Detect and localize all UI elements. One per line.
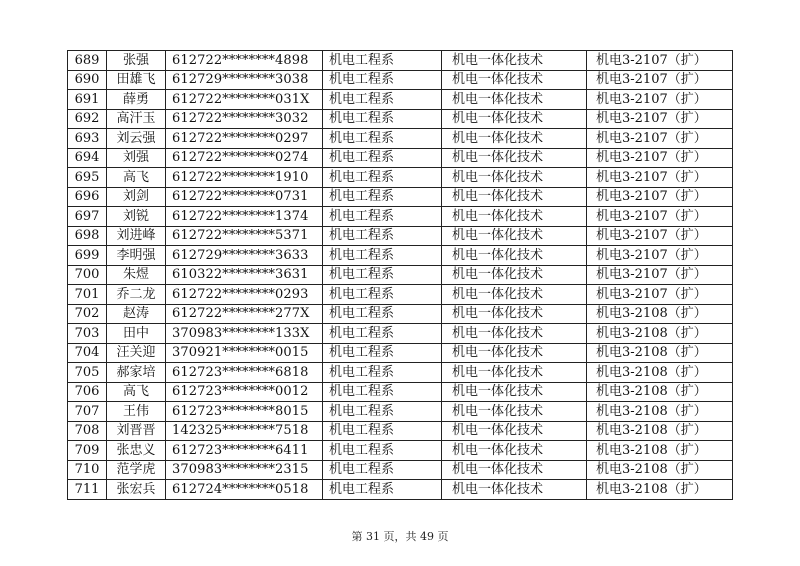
- row-number-cell: 699: [68, 246, 107, 266]
- id-number-cell: 612722********4898: [166, 51, 323, 71]
- row-number-cell: 690: [68, 70, 107, 90]
- department-cell: 机电工程系: [323, 441, 442, 461]
- class-name-cell: 机电3-2107（扩）: [587, 207, 733, 227]
- major-cell: 机电一体化技术: [442, 51, 587, 71]
- student-name-cell: 刘剑: [107, 187, 166, 207]
- class-name-cell: 机电3-2108（扩）: [587, 402, 733, 422]
- id-number-cell: 612729********3038: [166, 70, 323, 90]
- table-row: [68, 402, 733, 422]
- student-name-cell: 田中: [107, 324, 166, 344]
- major-cell: 机电一体化技术: [442, 324, 587, 344]
- table-row: [68, 382, 733, 402]
- table-row: [68, 285, 733, 305]
- department-cell: 机电工程系: [323, 129, 442, 149]
- major-cell: 机电一体化技术: [442, 148, 587, 168]
- id-number-cell: 612722********1374: [166, 207, 323, 227]
- class-name-cell: 机电3-2107（扩）: [587, 246, 733, 266]
- major-cell: 机电一体化技术: [442, 343, 587, 363]
- major-cell: 机电一体化技术: [442, 402, 587, 422]
- student-name-cell: 高飞: [107, 382, 166, 402]
- department-cell: 机电工程系: [323, 51, 442, 71]
- student-name-cell: 刘晋晋: [107, 421, 166, 441]
- department-cell: 机电工程系: [323, 246, 442, 266]
- row-number-cell: 706: [68, 382, 107, 402]
- row-number-cell: 695: [68, 168, 107, 188]
- class-name-cell: 机电3-2107（扩）: [587, 70, 733, 90]
- class-name-cell: 机电3-2107（扩）: [587, 187, 733, 207]
- student-name-cell: 范学虎: [107, 460, 166, 480]
- department-cell: 机电工程系: [323, 421, 442, 441]
- table-row: [68, 187, 733, 207]
- student-name-cell: 郝家培: [107, 363, 166, 383]
- department-cell: 机电工程系: [323, 343, 442, 363]
- id-number-cell: 612729********3633: [166, 246, 323, 266]
- student-name-cell: 张强: [107, 51, 166, 71]
- table-row: [68, 226, 733, 246]
- department-cell: 机电工程系: [323, 324, 442, 344]
- row-number-cell: 703: [68, 324, 107, 344]
- major-cell: 机电一体化技术: [442, 265, 587, 285]
- major-cell: 机电一体化技术: [442, 246, 587, 266]
- table-row: [68, 70, 733, 90]
- id-number-cell: 370921********0015: [166, 343, 323, 363]
- student-name-cell: 刘进峰: [107, 226, 166, 246]
- department-cell: 机电工程系: [323, 265, 442, 285]
- table-row: [68, 441, 733, 461]
- major-cell: 机电一体化技术: [442, 70, 587, 90]
- department-cell: 机电工程系: [323, 226, 442, 246]
- id-number-cell: 612722********3032: [166, 109, 323, 129]
- class-name-cell: 机电3-2108（扩）: [587, 480, 733, 500]
- department-cell: 机电工程系: [323, 187, 442, 207]
- class-name-cell: 机电3-2107（扩）: [587, 265, 733, 285]
- table-row: [68, 51, 733, 71]
- table-row: [68, 324, 733, 344]
- class-name-cell: 机电3-2108（扩）: [587, 363, 733, 383]
- department-cell: 机电工程系: [323, 304, 442, 324]
- class-name-cell: 机电3-2107（扩）: [587, 168, 733, 188]
- table-row: [68, 460, 733, 480]
- student-name-cell: 乔二龙: [107, 285, 166, 305]
- class-name-cell: 机电3-2107（扩）: [587, 226, 733, 246]
- row-number-cell: 702: [68, 304, 107, 324]
- table-row: [68, 129, 733, 149]
- class-name-cell: 机电3-2107（扩）: [587, 109, 733, 129]
- major-cell: 机电一体化技术: [442, 90, 587, 110]
- student-name-cell: 李明强: [107, 246, 166, 266]
- row-number-cell: 710: [68, 460, 107, 480]
- id-number-cell: 612722********031X: [166, 90, 323, 110]
- table-row: [68, 363, 733, 383]
- row-number-cell: 707: [68, 402, 107, 422]
- row-number-cell: 693: [68, 129, 107, 149]
- row-number-cell: 705: [68, 363, 107, 383]
- student-name-cell: 田雄飞: [107, 70, 166, 90]
- major-cell: 机电一体化技术: [442, 480, 587, 500]
- table-row: [68, 265, 733, 285]
- department-cell: 机电工程系: [323, 148, 442, 168]
- table-row: [68, 168, 733, 188]
- table-row: [68, 304, 733, 324]
- major-cell: 机电一体化技术: [442, 285, 587, 305]
- student-list-table: [67, 50, 733, 500]
- row-number-cell: 694: [68, 148, 107, 168]
- department-cell: 机电工程系: [323, 168, 442, 188]
- class-name-cell: 机电3-2108（扩）: [587, 460, 733, 480]
- table-row: [68, 246, 733, 266]
- row-number-cell: 697: [68, 207, 107, 227]
- id-number-cell: 612722********0274: [166, 148, 323, 168]
- major-cell: 机电一体化技术: [442, 226, 587, 246]
- department-cell: 机电工程系: [323, 460, 442, 480]
- student-name-cell: 王伟: [107, 402, 166, 422]
- department-cell: 机电工程系: [323, 382, 442, 402]
- major-cell: 机电一体化技术: [442, 421, 587, 441]
- class-name-cell: 机电3-2108（扩）: [587, 441, 733, 461]
- id-number-cell: 612723********6411: [166, 441, 323, 461]
- class-name-cell: 机电3-2107（扩）: [587, 285, 733, 305]
- class-name-cell: 机电3-2108（扩）: [587, 343, 733, 363]
- table-row: [68, 343, 733, 363]
- student-name-cell: 刘锐: [107, 207, 166, 227]
- department-cell: 机电工程系: [323, 207, 442, 227]
- id-number-cell: 610322********3631: [166, 265, 323, 285]
- class-name-cell: 机电3-2108（扩）: [587, 304, 733, 324]
- student-name-cell: 刘强: [107, 148, 166, 168]
- major-cell: 机电一体化技术: [442, 168, 587, 188]
- id-number-cell: 612724********0518: [166, 480, 323, 500]
- major-cell: 机电一体化技术: [442, 441, 587, 461]
- table-row: [68, 109, 733, 129]
- student-name-cell: 朱煜: [107, 265, 166, 285]
- major-cell: 机电一体化技术: [442, 109, 587, 129]
- department-cell: 机电工程系: [323, 90, 442, 110]
- id-number-cell: 612722********5371: [166, 226, 323, 246]
- id-number-cell: 370983********133X: [166, 324, 323, 344]
- page-footer: 第 31 页，共 49 页: [351, 530, 449, 543]
- table-row: [68, 90, 733, 110]
- row-number-cell: 709: [68, 441, 107, 461]
- row-number-cell: 700: [68, 265, 107, 285]
- row-number-cell: 711: [68, 480, 107, 500]
- student-name-cell: 高汗玉: [107, 109, 166, 129]
- major-cell: 机电一体化技术: [442, 382, 587, 402]
- table-row: [68, 207, 733, 227]
- class-name-cell: 机电3-2108（扩）: [587, 421, 733, 441]
- student-name-cell: 汪关迎: [107, 343, 166, 363]
- row-number-cell: 696: [68, 187, 107, 207]
- class-name-cell: 机电3-2107（扩）: [587, 51, 733, 71]
- id-number-cell: 612723********6818: [166, 363, 323, 383]
- row-number-cell: 701: [68, 285, 107, 305]
- class-name-cell: 机电3-2108（扩）: [587, 324, 733, 344]
- department-cell: 机电工程系: [323, 363, 442, 383]
- id-number-cell: 612722********277X: [166, 304, 323, 324]
- class-name-cell: 机电3-2108（扩）: [587, 382, 733, 402]
- class-name-cell: 机电3-2107（扩）: [587, 90, 733, 110]
- table-row: [68, 148, 733, 168]
- department-cell: 机电工程系: [323, 70, 442, 90]
- department-cell: 机电工程系: [323, 480, 442, 500]
- id-number-cell: 612722********1910: [166, 168, 323, 188]
- department-cell: 机电工程系: [323, 402, 442, 422]
- row-number-cell: 689: [68, 51, 107, 71]
- id-number-cell: 612722********0297: [166, 129, 323, 149]
- table-row: [68, 421, 733, 441]
- id-number-cell: 142325********7518: [166, 421, 323, 441]
- student-name-cell: 张忠义: [107, 441, 166, 461]
- table-body: [68, 51, 733, 500]
- row-number-cell: 692: [68, 109, 107, 129]
- id-number-cell: 612722********0731: [166, 187, 323, 207]
- class-name-cell: 机电3-2107（扩）: [587, 129, 733, 149]
- id-number-cell: 612723********8015: [166, 402, 323, 422]
- id-number-cell: 370983********2315: [166, 460, 323, 480]
- department-cell: 机电工程系: [323, 285, 442, 305]
- student-name-cell: 刘云强: [107, 129, 166, 149]
- row-number-cell: 698: [68, 226, 107, 246]
- row-number-cell: 704: [68, 343, 107, 363]
- row-number-cell: 708: [68, 421, 107, 441]
- student-name-cell: 张宏兵: [107, 480, 166, 500]
- department-cell: 机电工程系: [323, 109, 442, 129]
- id-number-cell: 612723********0012: [166, 382, 323, 402]
- id-number-cell: 612722********0293: [166, 285, 323, 305]
- table-row: [68, 480, 733, 500]
- major-cell: 机电一体化技术: [442, 304, 587, 324]
- student-name-cell: 薛勇: [107, 90, 166, 110]
- student-name-cell: 高飞: [107, 168, 166, 188]
- major-cell: 机电一体化技术: [442, 363, 587, 383]
- major-cell: 机电一体化技术: [442, 460, 587, 480]
- major-cell: 机电一体化技术: [442, 187, 587, 207]
- student-name-cell: 赵涛: [107, 304, 166, 324]
- major-cell: 机电一体化技术: [442, 207, 587, 227]
- class-name-cell: 机电3-2107（扩）: [587, 148, 733, 168]
- major-cell: 机电一体化技术: [442, 129, 587, 149]
- row-number-cell: 691: [68, 90, 107, 110]
